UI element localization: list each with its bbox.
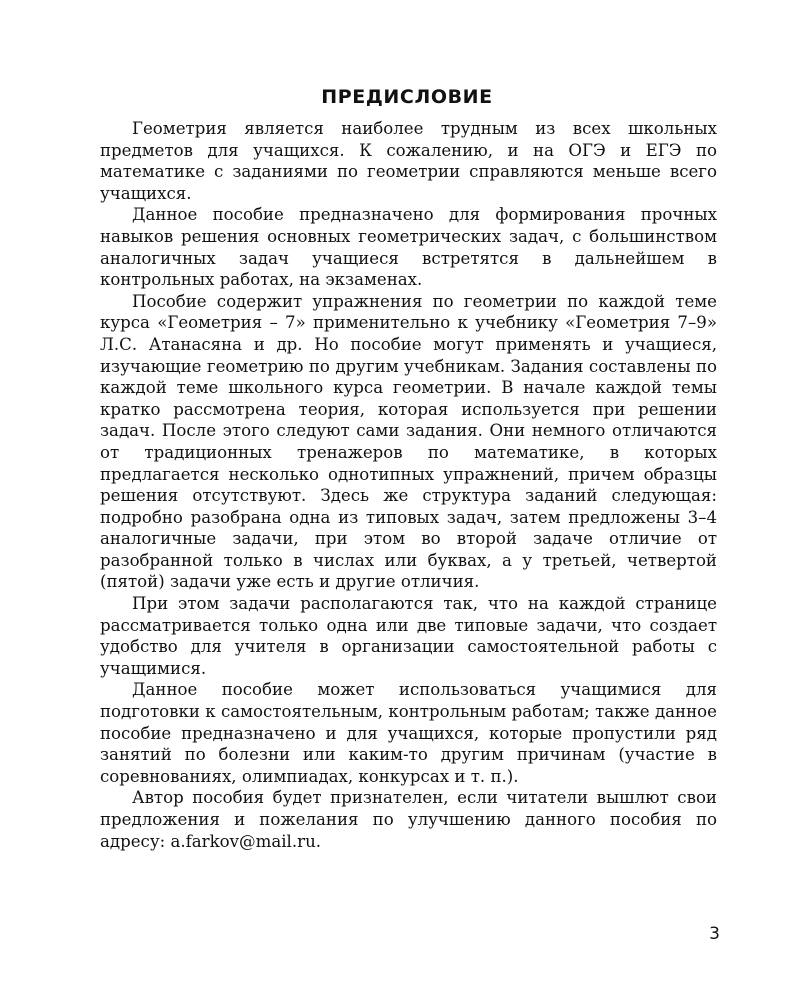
paragraph-3: Пособие содержит упражнения по геометрии по каждой теме курса «Геометрия – 7» применительно к учебнику «Геометрия 7–9» Л.С. Атанасяна и др. Но пособие могут применять и учащиеся, изучающие геометрию по другим учебникам. Задания составлены по каждой теме школьного курса геометрии. В начале каждой темы кратко рассмотрена теория, которая используется при решении задач. После этого следуют сами задания. Они немного отличаются от традиционных тренажеров по математике, в которых предлагается несколько однотипных упражнений, причем образцы решения отсутствуют. Здесь же структура заданий следующая: подробно разобрана одна из типовых задач, затем предложены 3–4 аналогичные задачи, при этом во второй задаче отличие от разобранной только в числах или буквах, а у третьей, четвертой (пятой) задачи уже есть и другие отличия. bbox=[100, 291, 717, 592]
paragraph-5: Данное пособие может использоваться учащимися для подготовки к самостоятельным, контрольным работам; также данное пособие предназначено и для учащихся, которые пропустили ряд занятий по болезни или каким-то другим причинам (участие в соревнованиях, олимпиадах, конкурсах и т. п.). bbox=[100, 680, 717, 786]
preface-body bbox=[100, 118, 717, 852]
page-number: 3 bbox=[709, 924, 720, 944]
paragraph-6: Автор пособия будет признателен, если читатели вышлют свои предложения и пожелания по улучшению данного пособия по адресу: a.farkov@mail.ru. bbox=[100, 788, 717, 851]
paragraph-2: Данное пособие предназначено для формирования прочных навыков решения основных геометрических задач, с большинством аналогичных задач учащиеся встретятся в дальнейшем в контрольных работах, на экзаменах. bbox=[100, 205, 717, 290]
page-title: ПРЕДИСЛОВИЕ bbox=[321, 86, 493, 108]
paragraph-1: Геометрия является наиболее трудным из всех школьных предметов для учащихся. К сожалению, и на ОГЭ и ЕГЭ по математике с заданиями по геометрии справляются меньше всего учащихся. bbox=[100, 119, 717, 203]
paragraph-4: При этом задачи располагаются так, что на каждой странице рассматривается только одна или две типовые задачи, что создает удобство для учителя в организации самостоятельной работы с учащимися. bbox=[100, 594, 717, 678]
